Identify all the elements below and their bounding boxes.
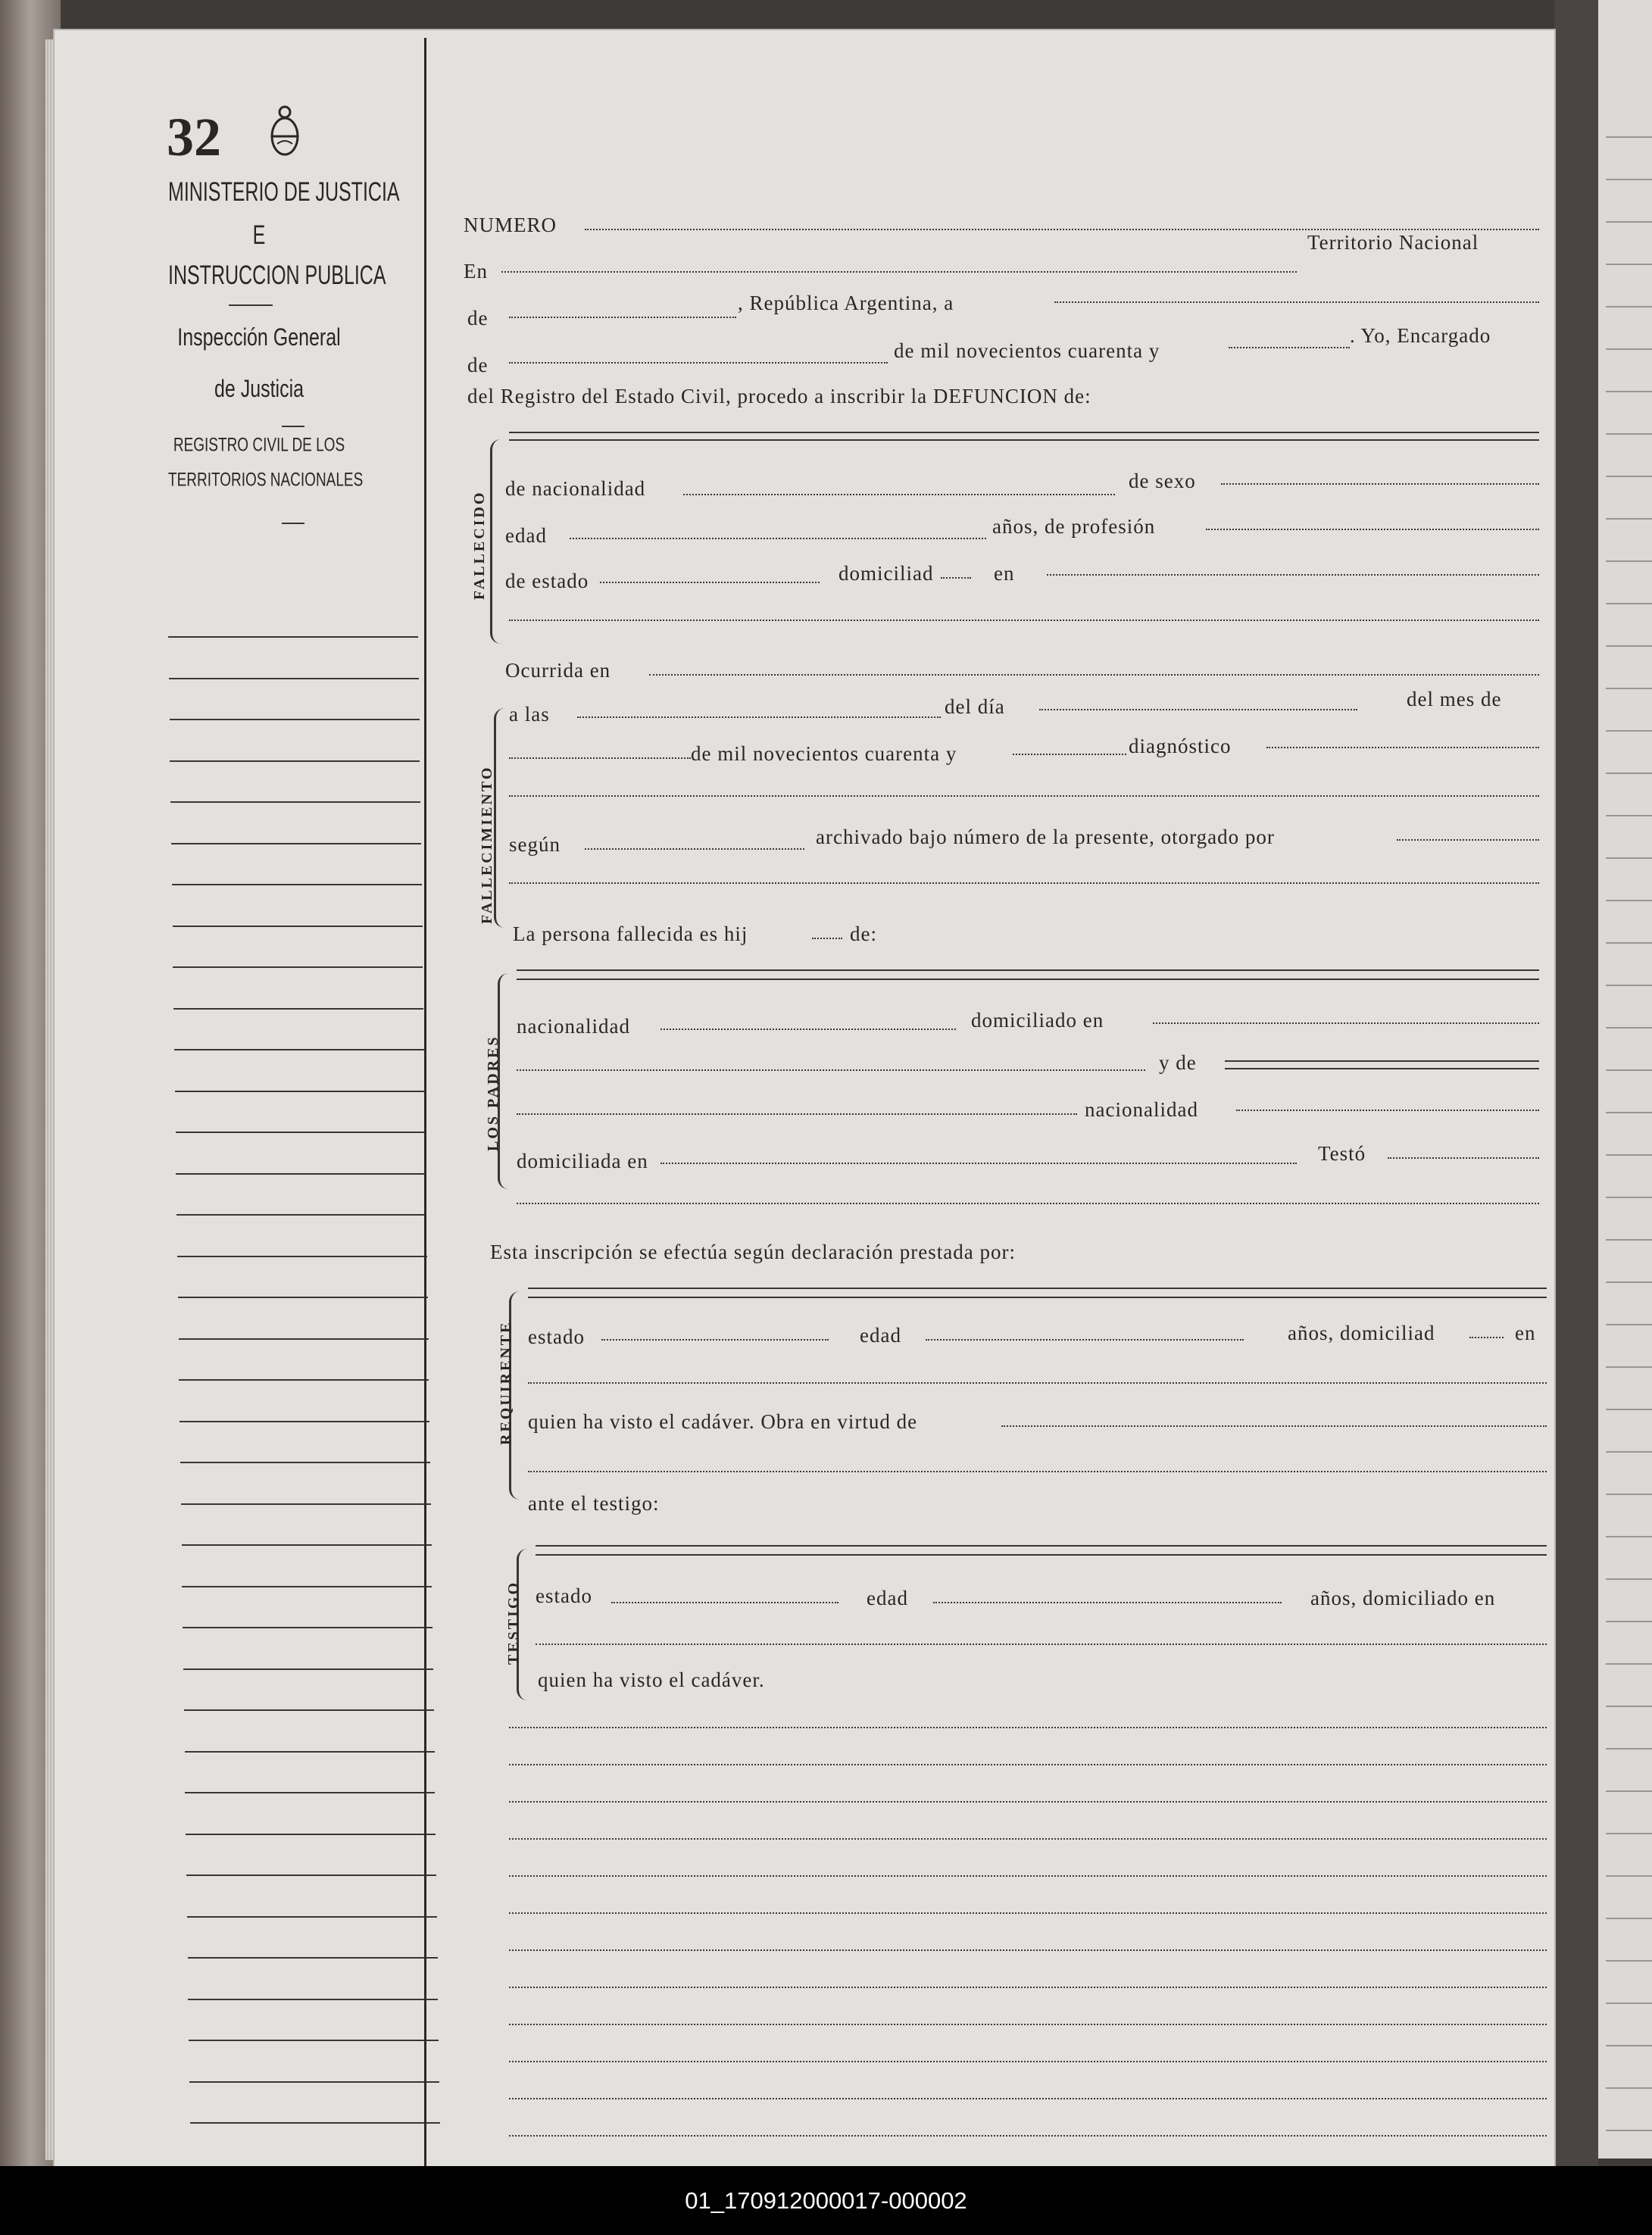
facing-page-line [1606,264,1652,265]
label-domiciliado: domiciliado en [971,1009,1104,1032]
label-hij: La persona fallecida es hij [513,922,748,945]
label-mil-novecientos: de mil novecientos cuarenta y [691,742,957,765]
hij-suffix[interactable] [812,938,842,939]
label-del-dia: del día [945,695,1005,718]
facing-page-line [1606,1154,1652,1156]
registry-line1: REGISTRO CIVIL DE LOS [173,435,345,456]
numero-field[interactable] [585,229,1539,230]
margin-ruled-line [188,1957,438,1959]
facing-page-line [1606,476,1652,477]
label-republica: , República Argentina, a [738,292,954,314]
facing-page-line [1606,433,1652,435]
facing-page-line [1606,221,1652,223]
margin-ruled-line [185,1751,435,1753]
bracket [490,439,503,644]
label-estado: estado [528,1325,585,1348]
label-declaracion: Esta inscripción se efectúa según declaración prestada por: [490,1241,1016,1263]
margin-ruled-line [180,1421,429,1422]
margin-ruled-line [190,2122,440,2124]
column-divider [424,38,426,2166]
facing-page-line [1606,1027,1652,1029]
facing-page-line [1606,2002,1652,2004]
padre-name-line[interactable] [517,979,1539,980]
margin-ruled-line [189,2081,439,2083]
requirente-edad-field[interactable] [926,1339,1244,1341]
testigo-estado-field[interactable] [611,1602,838,1603]
notes-ruled-line[interactable] [509,1949,1547,1951]
notes-ruled-line[interactable] [509,1912,1547,1914]
facing-page-line [1606,1451,1652,1453]
section-label-requirente: REQUIRENTE [498,1320,514,1445]
facing-page-line [1606,1706,1652,1707]
label-nacionalidad: nacionalidad [1085,1098,1198,1121]
notes-ruled-line[interactable] [509,1764,1547,1765]
dia-field[interactable] [1039,709,1357,710]
madre-name-field[interactable] [517,1113,1077,1115]
image-caption: 01_170912000017-000002 [0,2166,1652,2235]
label-registro: del Registro del Estado Civil, procedo a inscribir la DEFUNCION de: [467,385,1091,407]
name-line[interactable] [509,439,1539,441]
madre-name-line[interactable] [1225,1068,1539,1069]
name-line[interactable] [509,432,1539,433]
notes-ruled-line[interactable] [509,2135,1547,2137]
label-y-de: y de [1159,1051,1197,1074]
label-quien-visto: quien ha visto el cadáver. [538,1668,765,1691]
margin-ruled-line [182,1586,432,1587]
facing-page-line [1606,1324,1652,1325]
margin-ruled-line [179,1338,429,1340]
margin-ruled-line [182,1544,432,1546]
label-edad: edad [860,1324,901,1347]
label-de: de [467,307,489,329]
notes-ruled-line[interactable] [509,2098,1547,2099]
margin-ruled-line [176,1132,426,1133]
republica-field[interactable] [1054,301,1539,303]
ocurrida-field[interactable] [649,674,1539,676]
margin-ruled-line [179,1379,429,1381]
margin-ruled-line [176,1173,426,1175]
en-field[interactable] [501,271,1297,273]
notes-ruled-line[interactable] [509,1838,1547,1840]
margin-ruled-line [188,1999,438,2000]
facing-page-line [1606,815,1652,816]
notes-ruled-line[interactable] [509,1801,1547,1803]
facing-page-line [1606,1833,1652,1834]
facing-page-line [1606,942,1652,944]
label-domiciliad: domiciliad [838,562,934,585]
facing-page-line [1606,391,1652,392]
facing-page-line [1606,1875,1652,1877]
facing-page-line [1606,306,1652,307]
notes-ruled-line[interactable] [509,1987,1547,1988]
label-ante-testigo: ante el testigo: [528,1492,660,1515]
label-estado: estado [536,1584,592,1607]
margin-ruled-line [173,966,423,968]
margin-ruled-line [171,843,421,844]
facing-page-line [1606,1621,1652,1622]
facing-page-line [1606,2087,1652,2089]
label-en: en [994,562,1015,585]
margin-ruled-line [187,1916,437,1918]
facing-page-line [1606,560,1652,562]
margin-ruled-line [177,1256,427,1257]
margin-ruled-line [185,1792,435,1793]
cuarenta-field[interactable] [1229,347,1350,348]
margin-ruled-line [181,1503,431,1505]
facing-page-line [1606,518,1652,520]
otorgado-field[interactable] [1397,839,1539,841]
facing-page-line [1606,900,1652,901]
margin-ruled-line [186,1874,436,1876]
margin-ruled-line [168,636,418,638]
facing-page-line [1606,1366,1652,1368]
testo-field[interactable] [1388,1157,1539,1159]
ministry-line2: E [252,220,266,251]
facing-page-line [1606,1918,1652,1919]
facing-page-line [1606,1239,1652,1241]
de-field-2[interactable] [509,362,888,364]
domicilio-field[interactable] [1047,574,1539,576]
label-nacionalidad: de nacionalidad [505,477,646,500]
margin-ruled-line [170,801,420,803]
domiciliad-suffix[interactable] [941,577,971,579]
diagnostico-field[interactable] [1266,747,1539,748]
domicilio-continuation[interactable] [509,620,1539,621]
facing-page-line [1606,1069,1652,1071]
otorgado-continuation[interactable] [509,882,1539,884]
madre-domicilio-field[interactable] [660,1163,1297,1164]
facing-page-line [1606,1960,1652,1962]
margin-ruled-line [169,678,419,679]
form-page [55,30,1554,2174]
margin-ruled-line [183,1668,433,1670]
header-divider [282,523,304,524]
facing-page-line [1606,1281,1652,1283]
margin-ruled-line [173,926,423,927]
inspection-line2: de Justicia [214,375,304,404]
label-de: de: [850,922,877,945]
margin-ruled-line [172,884,422,885]
label-numero: NUMERO [464,214,557,236]
label-ocurrida: Ocurrida en [505,659,611,682]
label-edad: edad [867,1587,908,1609]
testigo-domicilio-field[interactable] [536,1643,1547,1645]
header-divider [229,304,273,306]
nacionalidad-field[interactable] [683,494,1115,495]
facing-page-line [1606,1112,1652,1113]
mes-field[interactable] [509,757,691,759]
segun-field[interactable] [585,848,804,850]
facing-page-line [1606,1663,1652,1665]
profesion-field[interactable] [1206,529,1539,530]
facing-page-line [1606,1578,1652,1580]
facing-page-line [1606,1748,1652,1750]
facing-page-line [1606,2130,1652,2131]
obra-field[interactable] [1001,1425,1547,1427]
requirente-estado-field[interactable] [601,1339,829,1341]
label-anos-profesion: años, de profesión [992,515,1156,538]
label-domiciliada: domiciliada en [517,1150,648,1172]
diagnostico-continuation[interactable] [509,795,1539,797]
margin-ruled-line [175,1091,425,1092]
padre-domicilio-continuation[interactable] [517,1069,1145,1071]
label-de: de [467,354,489,376]
label-edad: edad [505,524,547,547]
margin-ruled-line [180,1462,430,1463]
requirente-name-line[interactable] [528,1288,1547,1289]
cuarenta-field[interactable] [1013,754,1126,755]
label-del-mes: del mes de [1407,688,1502,710]
section-label-los-padres: LOS PADRES [485,1035,501,1151]
margin-ruled-line [176,1214,426,1216]
requirente-domiciliad-suffix[interactable] [1469,1337,1504,1338]
label-archivado: archivado bajo número de la presente, otorgado por [816,826,1275,848]
facing-page-line [1606,1197,1652,1198]
registry-line2: TERRITORIOS NACIONALES [168,470,364,491]
label-nacionalidad: nacionalidad [517,1015,630,1038]
ministry-line1: MINISTERIO DE JUSTICIA [168,177,400,208]
margin-ruled-line [178,1297,428,1298]
facing-page-line [1606,773,1652,774]
testigo-name-line[interactable] [536,1545,1547,1547]
notes-ruled-line[interactable] [509,2024,1547,2025]
madre-name-line[interactable] [1225,1060,1539,1062]
section-label-fallecimiento: FALLECIMIENTO [479,765,495,924]
padre-domicilio-field[interactable] [1153,1022,1539,1024]
requirente-domicilio-field[interactable] [528,1382,1547,1384]
label-diagnostico: diagnóstico [1129,735,1232,757]
de-field-1[interactable] [509,317,736,318]
facing-page-line [1606,1790,1652,1792]
facing-page-line [1606,136,1652,138]
padre-name-line[interactable] [517,969,1539,971]
label-segun: según [509,833,561,856]
margin-ruled-line [183,1627,433,1628]
padre-nacionalidad-field[interactable] [660,1029,956,1030]
coat-of-arms-icon [268,105,301,158]
facing-page-line [1606,2045,1652,2046]
madre-nacionalidad-field[interactable] [1236,1110,1539,1111]
margin-ruled-line [173,1008,423,1010]
obra-continuation[interactable] [528,1471,1547,1472]
facing-page-line [1606,1494,1652,1495]
label-anos-domiciliado: años, domiciliado en [1310,1587,1496,1609]
margin-ruled-line [170,719,420,720]
notes-ruled-line[interactable] [509,1727,1547,1728]
estado-field[interactable] [600,582,820,583]
testigo-name-line[interactable] [536,1554,1547,1556]
page-number: 32 [167,107,221,167]
margin-ruled-line [186,1834,436,1835]
notes-ruled-line[interactable] [509,2061,1547,2062]
label-en: en [1515,1322,1536,1344]
facing-page-line [1606,688,1652,689]
label-quien-obra: quien ha visto el cadáver. Obra en virtud de [528,1410,918,1433]
sexo-field[interactable] [1221,483,1539,485]
facing-page-line [1606,1536,1652,1537]
label-estado: de estado [505,570,589,592]
facing-page [1598,0,1652,2159]
label-a-las: a las [509,703,550,726]
inspection-line1: Inspección General [177,323,341,352]
padres-continuation[interactable] [517,1203,1539,1204]
notes-ruled-line[interactable] [509,1875,1547,1877]
label-testo: Testó [1318,1142,1366,1165]
label-anos-domiciliad: años, domiciliad [1288,1322,1435,1344]
margin-ruled-line [174,1049,424,1050]
facing-page-line [1606,645,1652,647]
margin-ruled-line [189,2040,439,2041]
header-divider [282,426,304,427]
label-territorio: Territorio Nacional [1307,231,1479,254]
margin-ruled-line [184,1709,434,1711]
ministry-line3: INSTRUCCION PUBLICA [168,261,386,291]
testigo-edad-field[interactable] [933,1602,1282,1603]
facing-page-line [1606,348,1652,350]
facing-page-line [1606,857,1652,859]
edad-field[interactable] [570,538,986,539]
label-en: En [464,260,488,282]
section-label-fallecido: FALLECIDO [471,490,488,600]
book-gutter [1554,0,1598,2166]
facing-page-line [1606,1409,1652,1410]
facing-page-line [1606,179,1652,180]
facing-page-line [1606,985,1652,986]
hora-field[interactable] [577,716,941,718]
section-label-testigo: TESTIGO [505,1580,522,1665]
margin-ruled-line [170,760,420,762]
label-sexo: de sexo [1129,470,1196,492]
facing-page-line [1606,603,1652,604]
requirente-name-line[interactable] [528,1297,1547,1298]
label-mil-novecientos: de mil novecientos cuarenta y [894,339,1160,362]
label-yo-encargado: . Yo, Encargado [1350,324,1491,347]
facing-page-line [1606,730,1652,732]
